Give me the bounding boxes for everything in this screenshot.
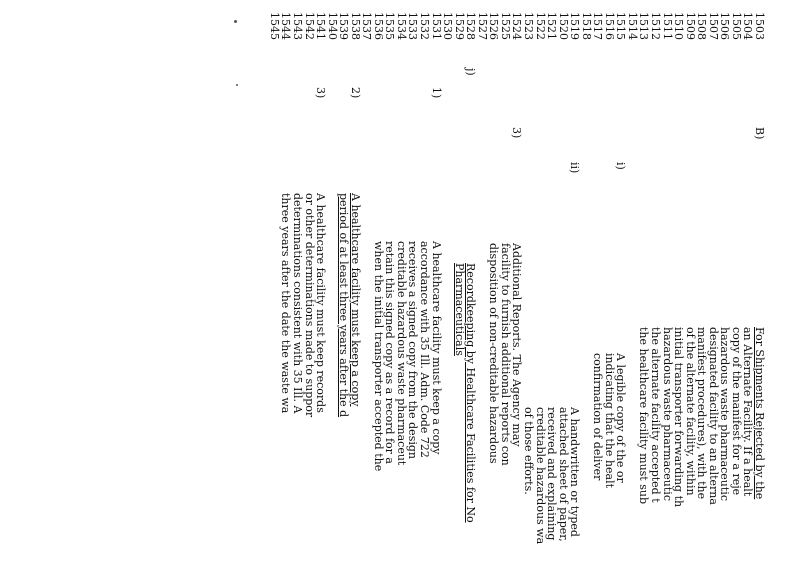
line-number: 1523 xyxy=(522,12,535,40)
paragraph-line: accordance with 35 Ill. Adm. Code 722 xyxy=(418,241,432,458)
line-number: 1513 xyxy=(637,12,651,40)
paragraph-line: Recordkeeping by Healthcare Facilities for No xyxy=(464,263,478,523)
list-marker: i) xyxy=(614,162,628,170)
paragraph-line: period of at least three years after the d xyxy=(337,193,351,418)
paragraph-line: For Shipments Rejected by the xyxy=(753,327,766,500)
line-number: 1522 xyxy=(533,12,547,40)
line-number: 1544 xyxy=(279,12,293,40)
list-marker: B) xyxy=(753,127,766,140)
paragraph-line: attached sheet of paper, xyxy=(556,407,570,542)
line-number: 1537 xyxy=(360,12,374,40)
line-number: 1524 xyxy=(510,12,524,40)
paragraph-line: disposition of non-creditable hazardous xyxy=(487,243,501,464)
paragraph-line: of the alternate facility, within xyxy=(683,327,697,496)
paragraph-line: A healthcare facility must keep records xyxy=(314,193,328,413)
paragraph-line: determinations consistent with 35 Ill. A xyxy=(291,193,304,414)
paragraph-line: creditable hazardous wa xyxy=(533,407,547,545)
paragraph-line: indicating that the healt xyxy=(602,353,616,489)
list-marker: j) xyxy=(464,68,478,76)
line-number: 1510 xyxy=(672,12,686,40)
line-number: 1514 xyxy=(625,12,639,40)
paragraph-line: received and explaining xyxy=(545,407,559,541)
paragraph-line: A healthcare facility must keep a copy xyxy=(348,193,362,407)
line-number: 1518 xyxy=(579,12,593,40)
line-number: 1509 xyxy=(683,12,697,40)
line-number: 1508 xyxy=(695,12,709,40)
line-number: 1505 xyxy=(729,12,743,40)
line-number: 1511 xyxy=(660,12,674,40)
list-marker: ii) xyxy=(568,162,582,174)
line-number: 1545 xyxy=(267,12,281,40)
line-number: 1529 xyxy=(452,12,466,40)
paragraph-line: Pharmaceuticals xyxy=(452,263,466,356)
line-number: 1538 xyxy=(348,12,362,40)
line-number: 1517 xyxy=(591,12,605,40)
paragraph-line: when the initial transporter accepted the xyxy=(371,241,385,472)
line-number: 1535 xyxy=(383,12,397,40)
paragraph-line: three years after the date the waste wa xyxy=(279,193,293,414)
paragraph-line: hazardous waste pharmaceutic xyxy=(660,327,674,501)
paragraph-line: creditable hazardous waste pharmaceut xyxy=(394,241,408,466)
paragraph-line: or other determinations made to suppor xyxy=(302,193,316,418)
line-number: 1516 xyxy=(602,12,616,40)
line-number: 1504 xyxy=(741,12,755,40)
line-number: 1519 xyxy=(568,12,582,40)
paragraph-line: A handwritten or typed xyxy=(568,407,582,537)
line-number: 1521 xyxy=(545,12,559,40)
line-number: 1526 xyxy=(487,12,501,40)
list-marker: 2) xyxy=(348,87,362,99)
paragraph-line: retain this signed copy as a record for a xyxy=(383,241,397,464)
line-number: 1534 xyxy=(394,12,408,40)
list-marker: 3) xyxy=(510,127,524,139)
paragraph-line: receives a signed copy from the design xyxy=(406,241,420,459)
line-number: 1539 xyxy=(337,12,351,40)
line-number: 1528 xyxy=(464,12,478,40)
list-marker: 1) xyxy=(429,87,443,99)
paragraph-line: facility to furnish additional reports con xyxy=(498,243,512,466)
paragraph-line: of those efforts. xyxy=(522,407,535,495)
paragraph-line: the alternate facility accepted t xyxy=(649,327,663,503)
paragraph-line: designated facility to an alterna xyxy=(706,327,720,505)
line-number: 1543 xyxy=(291,12,304,40)
line-number: 1503 xyxy=(753,12,766,40)
paragraph-line: initial transporter forwarding th xyxy=(672,327,686,508)
line-number: 1506 xyxy=(718,12,732,40)
paragraph-line: A legible copy of the or xyxy=(614,353,628,483)
paragraph-line: A healthcare facility must keep a copy xyxy=(429,241,443,455)
list-marker: 3) xyxy=(314,87,328,99)
line-number: 1536 xyxy=(371,12,385,40)
paragraph-line: an Alternate Facility. If a healt xyxy=(741,327,755,497)
line-number: 1520 xyxy=(556,12,570,40)
line-number: 1512 xyxy=(649,12,663,40)
paragraph-line: confirmation of deliver xyxy=(591,353,605,481)
paragraph-line: manifest procedures), with the xyxy=(695,327,709,500)
line-number: 1530 xyxy=(441,12,455,40)
paragraph-line: copy of the manifest for a reje xyxy=(729,327,743,496)
line-number: 1540 xyxy=(325,12,339,40)
line-number: 1507 xyxy=(706,12,720,40)
paragraph-line: the healthcare facility must sub xyxy=(637,327,651,504)
line-number: 1532 xyxy=(418,12,432,40)
line-number: 1533 xyxy=(406,12,420,40)
line-number: 1525 xyxy=(498,12,512,40)
line-number: 1527 xyxy=(475,12,489,40)
paragraph-line: Additional Reports. The Agency may xyxy=(510,243,524,447)
line-number: 1541 xyxy=(314,12,328,40)
line-number: 1542 xyxy=(302,12,316,40)
line-number: 1531 xyxy=(429,12,443,40)
line-number: 1515 xyxy=(614,12,628,40)
paragraph-line: hazardous waste pharmaceutic xyxy=(718,327,732,501)
